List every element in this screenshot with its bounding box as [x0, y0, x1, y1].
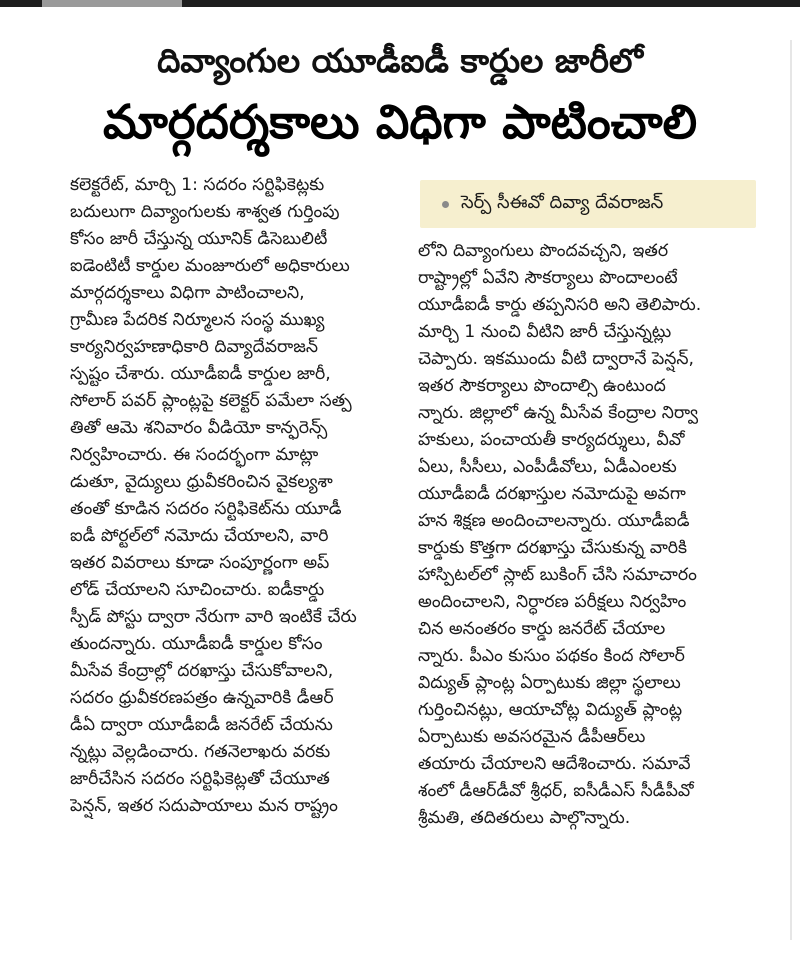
text-line: న్నట్లు వెల్లడించారు. గతనెలాఖరు వరకు: [70, 742, 331, 762]
text-line: సదరం ధ్రువీకరణపత్రం ఉన్నవారికి డీఆర్: [70, 688, 334, 708]
text-line: కార్డుకు కొత్తగా దరఖాస్తు చేసుకున్న వారికి: [418, 538, 688, 558]
text-line: పెన్షన్, ఇతర సదుపాయాలు మన రాష్ట్రం: [70, 796, 338, 816]
text-line: లోడ్ చేయాలని సూచించారు. ఐడీకార్డు: [70, 580, 325, 600]
text-line: ఇతర వివరాలు కూడా సంపూర్ణంగా అప్: [70, 553, 330, 573]
top-bar-segment: [42, 0, 182, 7]
text-line: యూడీఐడీ కార్డు తప్పనిసరి అని తెలిపారు.: [418, 295, 702, 315]
bullet-icon: [442, 201, 449, 208]
text-line: శంలో డీఆర్‌డీవో శ్రీధర్, ఐసీడీఎస్ సీడీపీవో: [418, 781, 694, 801]
text-line: రాష్ట్రాల్లో ఏవేని సౌకర్యాలు పొందాలంటే: [418, 268, 678, 288]
text-line: అందించాలని, నిర్ధారణ పరీక్షలు నిర్వహిం: [418, 592, 687, 612]
text-line: సోలార్ పవర్ ప్లాంట్లపై కలెక్టర్ పమేలా సత్ప: [70, 391, 352, 411]
text-line: హకులు, పంచాయతీ కార్యదర్శులు, వీవో: [418, 430, 685, 450]
text-line: కార్యనిర్వహణాధికారి దివ్యాదేవరాజన్: [70, 337, 319, 357]
text-line: హాస్పిటల్‌లో స్లాట్ బుకింగ్ చేసి సమాచారం: [418, 565, 697, 585]
headline: [0, 36, 800, 156]
text-line: లోని దివ్యాంగులు పొందవచ్చని, ఇతర: [418, 241, 669, 261]
right-column: [418, 238, 764, 832]
text-line: విద్యుత్ ప్లాంట్ల ఏర్పాటుకు జిల్లా స్థలాలు: [418, 673, 681, 693]
text-line: బదులుగా దివ్యాంగులకు శాశ్వత గుర్తింపు: [70, 202, 340, 222]
text-line: జారీచేసిన సదరం సర్టిఫికెట్లతో చేయూత: [70, 769, 330, 789]
text-line: మార్చి 1 నుంచి వీటిని జారీ చేస్తున్నట్లు: [418, 322, 672, 342]
text-line: ఏర్పాటుకు అవసరమైన డీపీఆర్‌లు: [418, 727, 646, 747]
text-line: మార్గదర్శకాలు విధిగా పాటించాలని,: [70, 283, 305, 303]
text-line: గ్రామీణ పేదరిక నిర్మూలన సంస్థ ముఖ్య: [70, 310, 325, 330]
text-line: ఐడీ పోర్టల్‌లో నమోదు చేయాలని, వారి: [70, 526, 329, 546]
text-line: డుతూ, వైద్యులు ధ్రువీకరించిన వైకల్యశా: [70, 472, 333, 492]
top-bar: [0, 0, 800, 7]
text-line: శ్రీమతి, తదితరులు పాల్గొన్నారు.: [418, 808, 631, 828]
text-line: గుర్తించినట్లు, ఆయాచోట్ల విద్యుత్ ప్లాంట్ల: [418, 700, 683, 720]
text-line: న్నారు. పీఎం కుసుం పథకం కింద సోలార్: [418, 646, 685, 666]
left-column: [70, 172, 408, 820]
text-line: తంతో కూడిన సదరం సర్టిఫికెట్‌ను యూడీ: [70, 499, 342, 519]
text-line: కలెక్టరేట్, మార్చి 1: సదరం సర్టిఫికెట్లకు: [70, 175, 325, 195]
text-line: కోసం జారీ చేస్తున్న యూనిక్ డిసెబులిటీ: [70, 229, 328, 249]
text-line: తితో ఆమె శనివారం వీడియో కాన్ఫరెన్స్: [70, 418, 328, 438]
text-line: డీఏ ద్వారా యూడీఐడీ జనరేట్ చేయను: [70, 715, 333, 735]
text-line: మీసేవ కేంద్రాల్లో దరఖాస్తు చేసుకోవాలని,: [70, 661, 334, 681]
text-line: ఏలు, సీసీలు, ఎంపీడీవోలు, ఏడీఎంలకు: [418, 457, 677, 477]
page-edge-rule: [790, 40, 792, 940]
text-line: స్పీడ్ పోస్టు ద్వారా నేరుగా వారి ఇంటికే చేరు: [70, 607, 357, 627]
text-line: చెప్పారు. ఇకముందు వీటి ద్వారానే పెన్షన్,: [418, 349, 695, 369]
text-line: ఇతర సౌకర్యాలు పొందాల్సి ఉంటుంద: [418, 376, 666, 396]
byline-text: సెర్ప్ సీఈవో దివ్యా దేవరాజన్: [461, 191, 664, 213]
text-line: చిన అనంతరం కార్డు జనరేట్ చేయాల: [418, 619, 666, 639]
text-line: తయారు చేయాలని ఆదేశించారు. సమావే: [418, 754, 691, 774]
byline-box: [420, 180, 756, 228]
headline-title: మార్గదర్శకాలు విధిగా పాటించాలి: [102, 95, 698, 150]
text-line: ఐడెంటిటీ కార్డుల మంజూరులో అధికారులు: [70, 256, 350, 276]
text-line: తుందన్నారు. యూడీఐడీ కార్డుల కోసం: [70, 634, 323, 654]
text-line: స్పష్టం చేశారు. యూడీఐడీ కార్డుల జారీ,: [70, 364, 331, 384]
headline-kicker: దివ్యాంగుల యూడీఐడీ కార్డుల జారీలో: [157, 41, 643, 80]
text-line: న్నారు. జిల్లాలో ఉన్న మీసేవ కేంద్రాల నిర్వా: [418, 403, 698, 423]
text-line: హన శిక్షణ అందించాలన్నారు. యూడీఐడీ: [418, 511, 690, 531]
text-line: యూడీఐడీ దరఖాస్తుల నమోదుపై అవగా: [418, 484, 686, 504]
text-line: నిర్వహించారు. ఈ సందర్భంగా మాట్లా: [70, 445, 319, 465]
